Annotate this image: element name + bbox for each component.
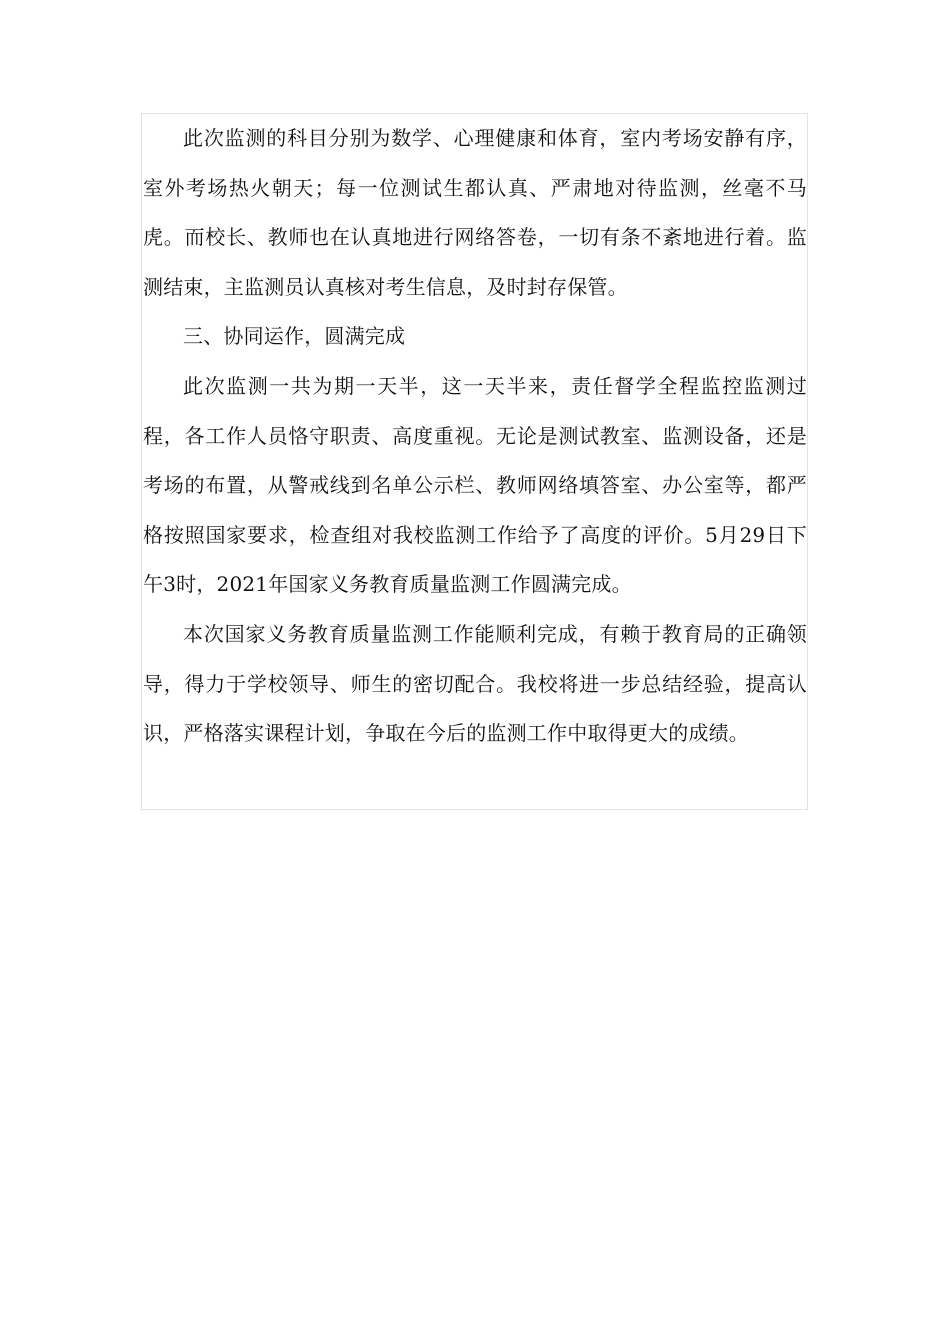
section-heading-collaboration: 三、协同运作，圆满完成 — [183, 324, 406, 349]
paragraph-exam-process: 此次监测的科目分别为数学、心理健康和体育，室内考场安静有序，室外考场热火朝天；每一位测试生都认真、严肃地对待监测，丝毫不马虎。而校长、教师也在认真地进行网络答卷，一切有条不紊地进行着。监测结束，主监测员认真核对考生信息，及时封存保管。 — [143, 126, 807, 299]
paragraph-conclusion: 本次国家义务教育质量监测工作能顺利完成，有赖于教育局的正确领导，得力于学校领导、师生的密切配合。我校将进一步总结经验，提高认识，严格落实课程计划，争取在今后的监测工作中取得更大的成绩。 — [143, 621, 807, 746]
document-body — [143, 114, 807, 759]
paragraph-monitoring-duration: 此次监测一共为期一天半，这一天半来，责任督学全程监控监测过程，各工作人员恪守职责、高度重视。无论是测试教室、监测设备，还是考场的布置，从警戒线到名单公示栏、教师网络填答室、办公室等，都严格按照国家要求，检查组对我校监测工作给予了高度的评价。5月29日下午3时，2021年国家义务教育质量监测工作圆满完成。 — [143, 373, 807, 597]
